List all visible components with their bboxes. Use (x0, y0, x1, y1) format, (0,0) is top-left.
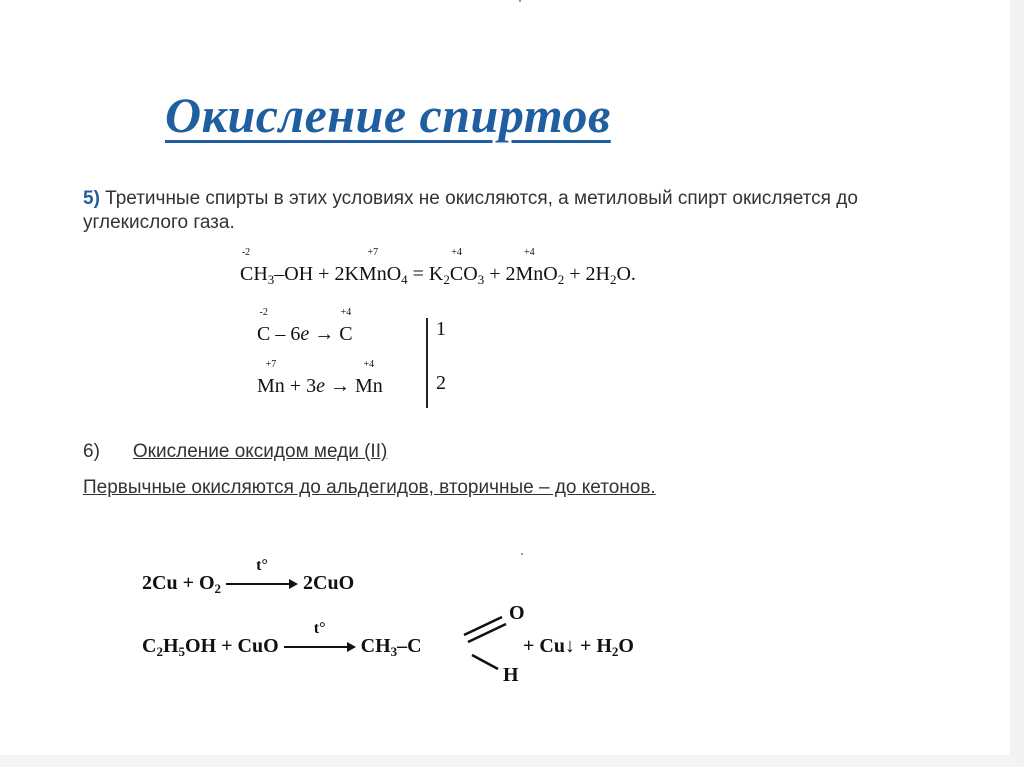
eq-text: + 2H (564, 263, 610, 285)
mn-text: Mn (515, 263, 544, 285)
arrow: → (324, 375, 355, 397)
balance-divider (426, 318, 428, 408)
electron: e (316, 375, 325, 397)
mn-text: Mn (257, 375, 285, 397)
eq-text: + Cu (523, 635, 565, 657)
mn-text: Mn (358, 263, 387, 285)
carbon-with-ox (240, 247, 268, 286)
c-right (339, 307, 353, 346)
subscript: 2 (611, 644, 619, 659)
electron: e (300, 323, 310, 345)
eq-text: = K (407, 263, 444, 285)
item-number-6: 6) (83, 441, 100, 462)
arrow-icon (284, 620, 356, 652)
precipitate-arrow-icon: ↓ (564, 635, 575, 657)
eq-text: + H (574, 635, 612, 657)
subscript: 2 (609, 272, 617, 287)
ox-state: +7 (367, 247, 379, 258)
item-6 (83, 441, 387, 463)
aldehyde-oxygen: O (509, 602, 525, 624)
aldehyde-hydrogen: H (503, 664, 519, 686)
subscript: 2 (557, 272, 565, 287)
ch-text: CH (240, 263, 268, 285)
temperature-label: t° (313, 620, 326, 638)
mn-with-ox (358, 247, 387, 286)
eq-text: H (162, 635, 179, 657)
c-text: C (257, 323, 271, 345)
reaction-copper-oxidation (142, 557, 355, 596)
oxidation-products-line: Первычные окисляются до альдегидов, вторичные – до кетонов. (83, 477, 656, 498)
eq-text: + 3 (284, 375, 317, 397)
eq-text: + 2 (484, 263, 516, 285)
ox-state: +7 (265, 359, 277, 370)
subscript: 3 (390, 644, 398, 659)
eq-text: –C (397, 635, 422, 657)
item-6-label: Окисление оксидом меди (II) (132, 441, 388, 462)
c-text: C (449, 263, 464, 285)
eq-text: O (618, 635, 634, 657)
reaction-ethanol-products (523, 635, 634, 658)
item-number-5: 5) (83, 188, 100, 209)
subscript: 2 (156, 644, 163, 659)
c-left (257, 307, 271, 346)
eq-text: O (386, 263, 402, 285)
equation-methanol-oxidation (240, 247, 636, 287)
mn-right (354, 359, 383, 398)
subscript: 3 (477, 272, 485, 287)
c-with-ox (449, 247, 464, 286)
c-text: C (339, 323, 353, 345)
temperature-label: t° (256, 557, 268, 575)
balance-coef-2: 2 (436, 372, 446, 394)
eq-text: 2Cu + O (142, 572, 215, 594)
balance-carbon (257, 307, 353, 346)
page-title: Окисление спиртов (165, 87, 611, 143)
subscript: 2 (443, 272, 450, 287)
ox-state: +4 (363, 359, 375, 370)
ox-state: +4 (340, 307, 352, 318)
mn-text: Mn (354, 375, 383, 397)
eq-text: CH (360, 635, 391, 657)
eq-text: O (463, 263, 478, 285)
reaction-ethanol-oxidation (142, 620, 422, 659)
eq-text: C (142, 635, 157, 657)
balance-manganese (257, 359, 383, 398)
decorative-dot (519, 0, 521, 2)
mn-left (257, 359, 285, 398)
eq-text: – 6 (270, 323, 301, 345)
eq-text: –OH + 2K (274, 263, 359, 285)
paragraph-5 (83, 187, 943, 235)
mn-with-ox (515, 247, 544, 286)
ox-state: -2 (259, 307, 268, 318)
arrow-icon (226, 557, 298, 589)
ox-state: -2 (241, 247, 251, 258)
paragraph-5-text: Третичные спирты в этих условиях не окисляются, а метиловый спирт окисляется до углекислого газа. (83, 188, 858, 233)
eq-text: O. (616, 263, 636, 285)
arrow: → (309, 323, 340, 345)
subscript: 5 (178, 644, 186, 659)
subscript: 3 (267, 272, 275, 287)
eq-text: OH + CuO (185, 635, 279, 657)
balance-coef-1: 1 (436, 318, 446, 340)
subscript: 4 (401, 272, 408, 287)
ox-state: +4 (524, 247, 535, 258)
decorative-dot (521, 553, 523, 555)
ox-state: +4 (451, 247, 462, 258)
eq-text: O (543, 263, 558, 285)
eq-text: 2CuO (303, 572, 355, 594)
subscript: 2 (214, 581, 222, 596)
